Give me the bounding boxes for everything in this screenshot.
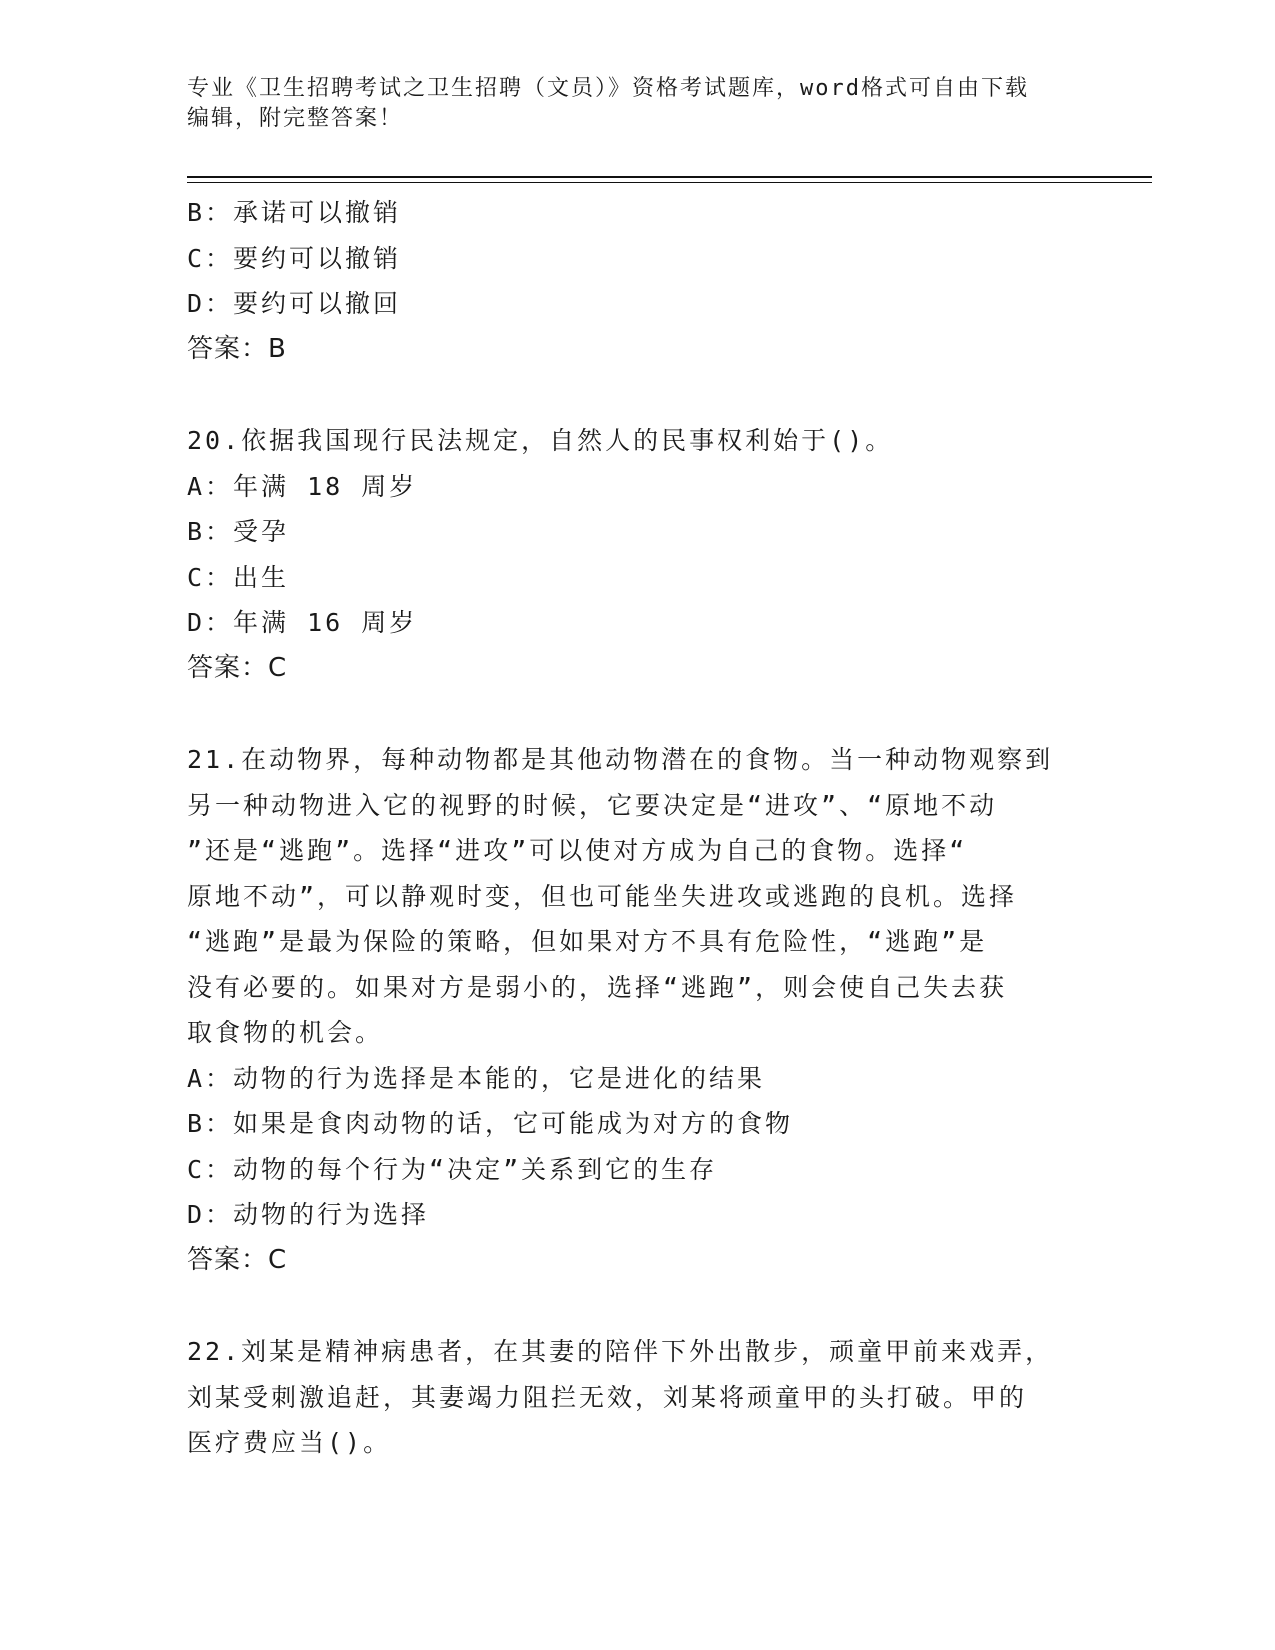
spacer xyxy=(187,691,1072,737)
question-stem-line: 22.刘某是精神病患者，在其妻的陪伴下外出散步，顽童甲前来戏弄， xyxy=(187,1337,1054,1366)
question-stem-line: 医疗费应当()。 xyxy=(187,1428,392,1457)
header-rule-thick xyxy=(187,176,1152,178)
question-19-continued xyxy=(187,190,1072,372)
question-stem-line: 没有必要的。如果对方是弱小的，选择“逃跑”，则会使自己失去获 xyxy=(187,972,1008,1002)
option-b: B：承诺可以撤销 xyxy=(187,198,402,227)
header-rule-thin xyxy=(187,182,1152,183)
option-d: D：年满 16 周岁 xyxy=(187,608,418,637)
question-stem-line: 取食物的机会。 xyxy=(187,1018,384,1047)
spacer xyxy=(187,1283,1072,1329)
question-22 xyxy=(187,1329,1072,1466)
answer: 答案：C xyxy=(187,652,288,683)
question-stem-line: 刘某受刺激追赶，其妻竭力阻拦无效，刘某将顽童甲的头打破。甲的 xyxy=(187,1382,1028,1412)
question-stem-line: 原地不动”，可以静观时变，但也可能坐失进攻或逃跑的良机。选择 xyxy=(187,881,1018,911)
option-c: C：要约可以撤销 xyxy=(187,243,402,273)
question-stem-line: 另一种动物进入它的视野的时候，它要决定是“进攻”、“原地不动 xyxy=(187,790,998,820)
question-stem: 20.依据我国现行民法规定，自然人的民事权利始于()。 xyxy=(187,426,894,455)
option-a: A：年满 18 周岁 xyxy=(187,471,418,501)
option-d: D：要约可以撤回 xyxy=(187,289,402,318)
header-line-1: 专业《卫生招聘考试之卫生招聘（文员）》资格考试题库，word格式可自由下载 xyxy=(187,76,1029,101)
option-c: C：动物的每个行为“决定”关系到它的生存 xyxy=(187,1154,718,1184)
option-b: B：受孕 xyxy=(187,517,290,546)
question-stem-line: “逃跑”是最为保险的策略，但如果对方不具有危险性，“逃跑”是 xyxy=(187,927,988,956)
question-stem-line: ”还是“逃跑”。选择“进攻”可以使对方成为自己的食物。选择“ xyxy=(187,836,968,865)
option-a: A：动物的行为选择是本能的，它是进化的结果 xyxy=(187,1063,766,1093)
question-21 xyxy=(187,737,1072,1283)
question-20 xyxy=(187,418,1072,691)
question-stem-line: 21.在动物界，每种动物都是其他动物潜在的食物。当一种动物观察到 xyxy=(187,745,1054,774)
spacer xyxy=(187,372,1072,418)
option-c: C：出生 xyxy=(187,562,290,592)
answer: 答案：B xyxy=(187,333,287,364)
option-d: D：动物的行为选择 xyxy=(187,1200,430,1229)
document-header xyxy=(187,74,1067,134)
header-line-2: 编辑，附完整答案！ xyxy=(187,106,404,131)
document-body xyxy=(187,190,1072,1466)
option-b: B：如果是食肉动物的话，它可能成为对方的食物 xyxy=(187,1109,794,1138)
answer: 答案：C xyxy=(187,1244,288,1275)
